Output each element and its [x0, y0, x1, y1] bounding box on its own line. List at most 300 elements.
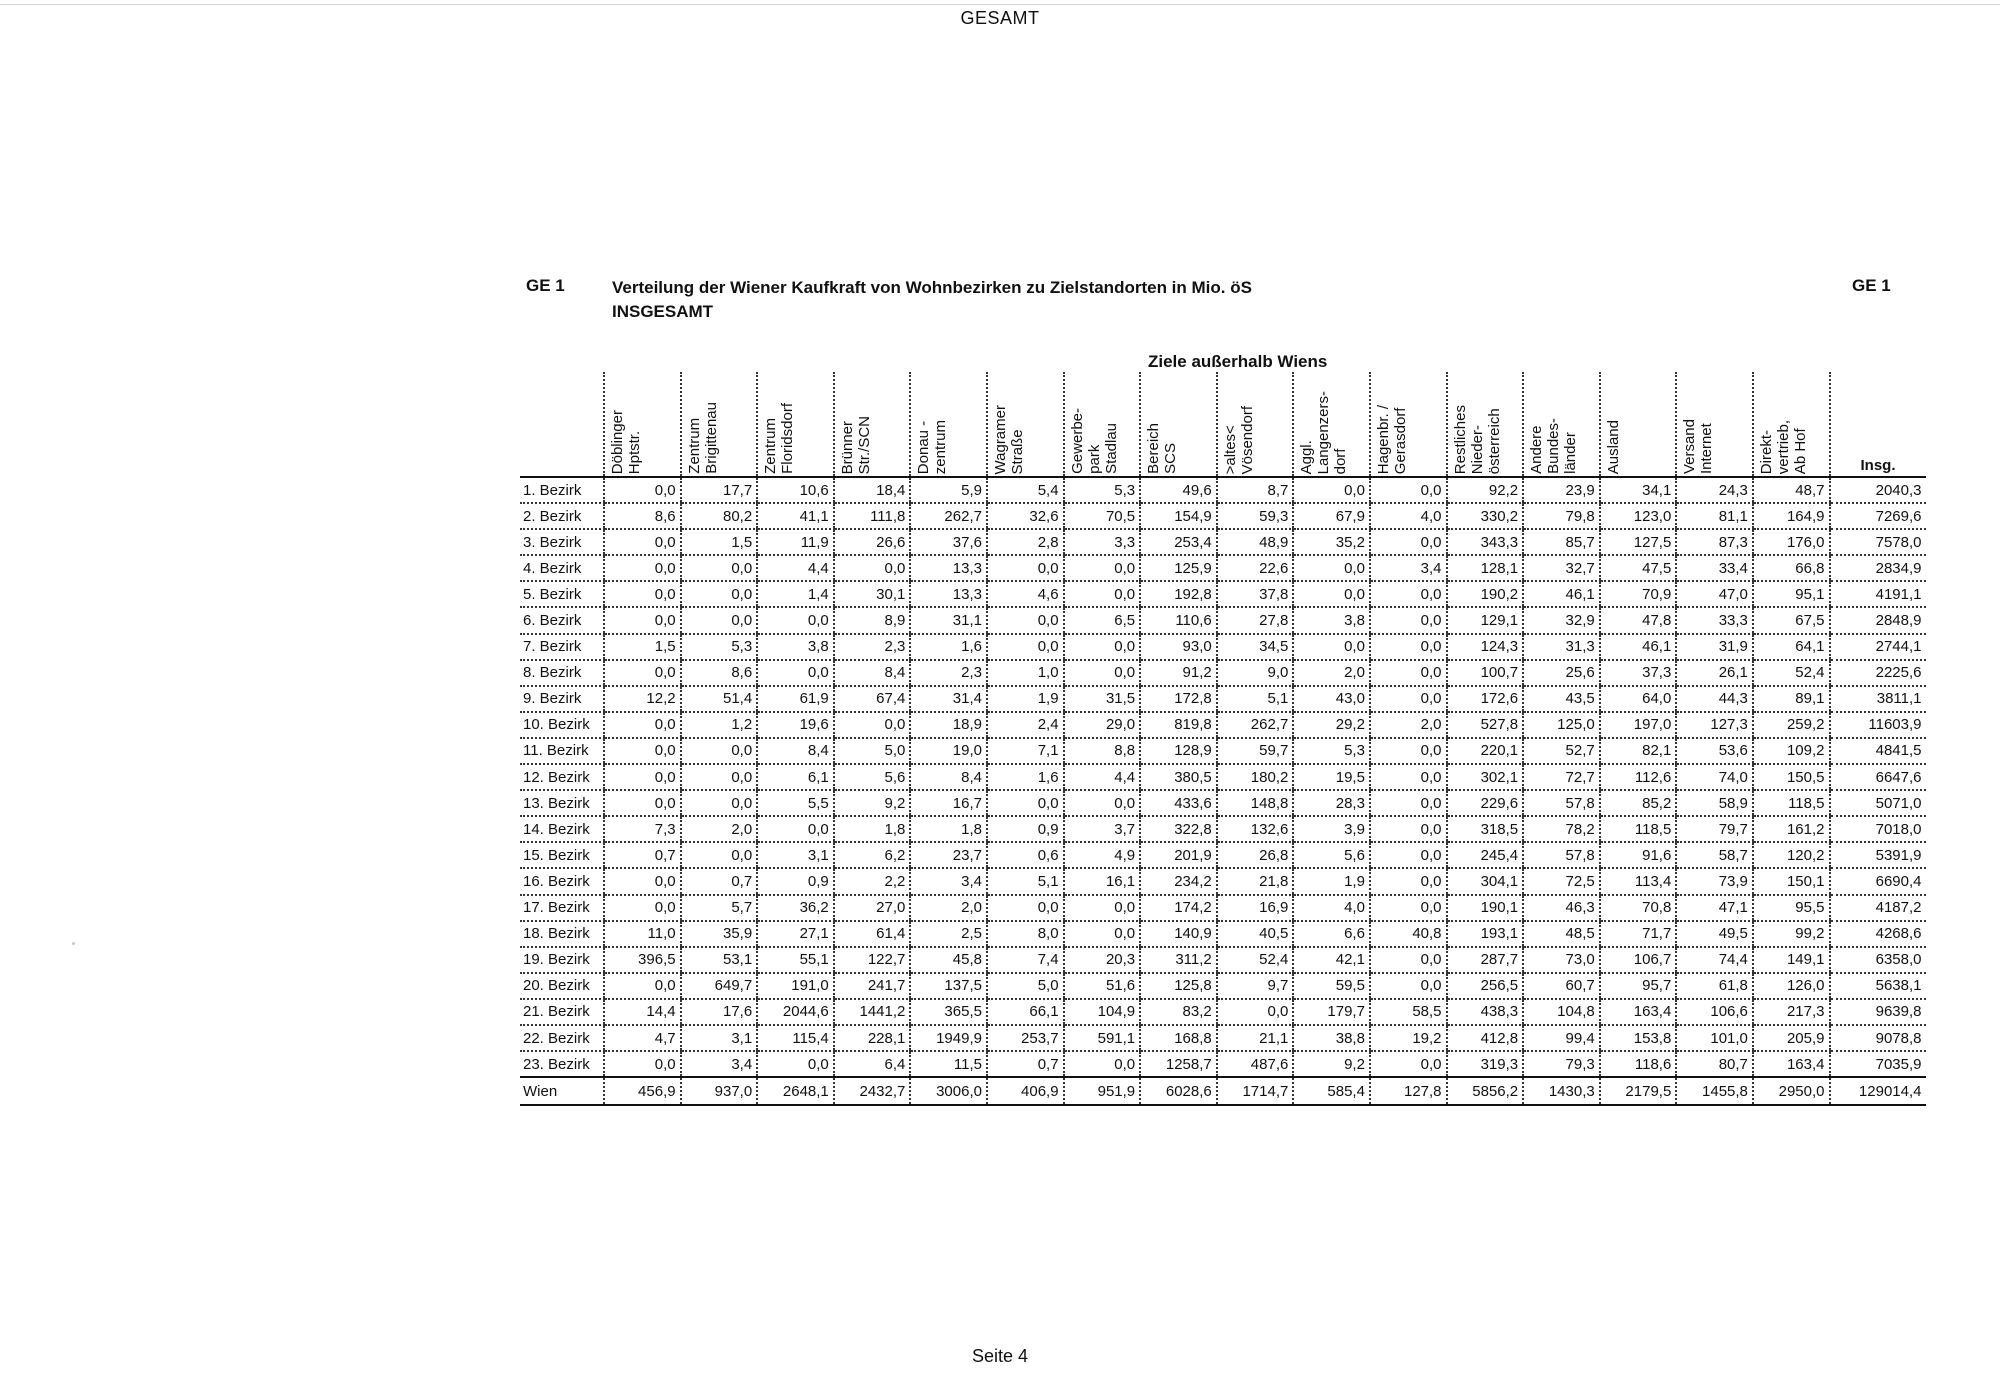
- table-cell: 0,0: [1064, 555, 1141, 581]
- row-label: 4. Bezirk: [520, 555, 604, 581]
- table-cell: 287,7: [1447, 947, 1524, 973]
- table-cell: 396,5: [604, 947, 681, 973]
- table-row: [520, 973, 1926, 999]
- table-cell: 12,2: [604, 686, 681, 712]
- row-total: 2848,9: [1830, 607, 1926, 633]
- table-cell: 1,8: [834, 816, 911, 842]
- table-cell: 106,6: [1676, 999, 1753, 1025]
- table-cell: 456,9: [604, 1077, 681, 1105]
- table-cell: 191,0: [757, 973, 834, 999]
- table-cell: 16,9: [1217, 895, 1294, 921]
- table-cell: 343,3: [1447, 529, 1524, 555]
- table-cell: 5,6: [1293, 842, 1370, 868]
- scan-speck: [72, 942, 75, 945]
- table-cell: 110,6: [1140, 607, 1217, 633]
- table-row: [520, 921, 1926, 947]
- table-cell: 70,9: [1600, 581, 1677, 607]
- table-cell: 53,1: [681, 947, 758, 973]
- table-cell: 93,0: [1140, 634, 1217, 660]
- table-cell: 40,5: [1217, 921, 1294, 947]
- table-cell: 0,0: [1064, 790, 1141, 816]
- table-cell: 197,0: [1600, 712, 1677, 738]
- table-row: [520, 1025, 1926, 1051]
- table-cell: 0,0: [1370, 660, 1447, 686]
- row-label: 12. Bezirk: [520, 764, 604, 790]
- table-cell: 42,1: [1293, 947, 1370, 973]
- table-cell: 937,0: [681, 1077, 758, 1105]
- table-cell: 47,5: [1600, 555, 1677, 581]
- table-cell: 5,7: [681, 895, 758, 921]
- table-cell: 57,8: [1523, 842, 1600, 868]
- table-cell: 74,0: [1676, 764, 1753, 790]
- table-cell: 3006,0: [910, 1077, 987, 1105]
- table-cell: 46,1: [1600, 634, 1677, 660]
- column-header-label: Restliches Nieder- österreich: [1451, 404, 1503, 474]
- table-cell: 0,0: [681, 764, 758, 790]
- table-cell: 0,9: [757, 868, 834, 894]
- table-cell: 35,2: [1293, 529, 1370, 555]
- row-total: 2225,6: [1830, 660, 1926, 686]
- table-cell: 53,6: [1676, 738, 1753, 764]
- table-cell: 0,0: [987, 895, 1064, 921]
- table-cell: 29,2: [1293, 712, 1370, 738]
- table-cell: 5,4: [987, 477, 1064, 503]
- table-cell: 70,8: [1600, 895, 1677, 921]
- column-header-label: Döblinger Hptstr.: [609, 409, 643, 474]
- table-cell: 125,0: [1523, 712, 1600, 738]
- table-cell: 104,8: [1523, 999, 1600, 1025]
- table-cell: 0,0: [1293, 581, 1370, 607]
- table-cell: 0,0: [604, 764, 681, 790]
- table-cell: 5,5: [757, 790, 834, 816]
- row-total: 7269,6: [1830, 503, 1926, 529]
- column-header-label: Gewerbe- park Stadlau: [1068, 408, 1120, 474]
- table-cell: 0,7: [604, 842, 681, 868]
- table-cell: 92,2: [1447, 477, 1524, 503]
- table-cell: 0,0: [604, 607, 681, 633]
- table-cell: 89,1: [1753, 686, 1830, 712]
- row-label: 15. Bezirk: [520, 842, 604, 868]
- table-cell: 13,3: [910, 581, 987, 607]
- table-cell: 0,0: [681, 738, 758, 764]
- table-cell: 26,1: [1676, 660, 1753, 686]
- column-header-label: Andere Bundes- länder: [1528, 418, 1580, 474]
- table-cell: 118,6: [1600, 1051, 1677, 1077]
- table-cell: 1,2: [681, 712, 758, 738]
- table-cell: 17,6: [681, 999, 758, 1025]
- table-cell: 6,1: [757, 764, 834, 790]
- table-cell: 0,0: [1370, 868, 1447, 894]
- table-cell: 6,5: [1064, 607, 1141, 633]
- column-header-label: Bereich SCS: [1145, 423, 1180, 474]
- table-cell: 129,1: [1447, 607, 1524, 633]
- table-cell: 31,3: [1523, 634, 1600, 660]
- table-cell: 3,1: [681, 1025, 758, 1051]
- table-row: [520, 868, 1926, 894]
- table-cell: 2,5: [910, 921, 987, 947]
- table-cell: 128,9: [1140, 738, 1217, 764]
- table-row: [520, 529, 1926, 555]
- column-header-label: Zentrum Floridsdorf: [762, 403, 797, 474]
- table-cell: 87,3: [1676, 529, 1753, 555]
- row-label: 22. Bezirk: [520, 1025, 604, 1051]
- table-row: [520, 686, 1926, 712]
- table-cell: 0,0: [604, 581, 681, 607]
- table-cell: 29,0: [1064, 712, 1141, 738]
- table-cell: 99,2: [1753, 921, 1830, 947]
- table-cell: 106,7: [1600, 947, 1677, 973]
- table-cell: 0,0: [1217, 999, 1294, 1025]
- table-cell: 51,4: [681, 686, 758, 712]
- table-cell: 26,8: [1217, 842, 1294, 868]
- table-cell: 61,4: [834, 921, 911, 947]
- table-cell: 2,3: [910, 660, 987, 686]
- table-cell: 25,6: [1523, 660, 1600, 686]
- table-cell: 9,2: [834, 790, 911, 816]
- table-cell: 0,0: [681, 607, 758, 633]
- column-header-total: Insg.: [1830, 372, 1926, 477]
- table-cell: 0,0: [1370, 529, 1447, 555]
- table-cell: 205,9: [1753, 1025, 1830, 1051]
- table-cell: 2,0: [1370, 712, 1447, 738]
- table-cell: 0,0: [1064, 921, 1141, 947]
- column-header: [834, 372, 911, 477]
- table-cell: 0,0: [1370, 607, 1447, 633]
- table-cell: 0,0: [681, 842, 758, 868]
- table-cell: 2432,7: [834, 1077, 911, 1105]
- table-cell: 19,2: [1370, 1025, 1447, 1051]
- table-cell: 72,5: [1523, 868, 1600, 894]
- table-cell: 31,5: [1064, 686, 1141, 712]
- table-cell: 2,4: [987, 712, 1064, 738]
- table-cell: 23,7: [910, 842, 987, 868]
- table-cell: 649,7: [681, 973, 758, 999]
- table-cell: 259,2: [1753, 712, 1830, 738]
- table-cell: 18,9: [910, 712, 987, 738]
- table-row: [520, 660, 1926, 686]
- table-cell: 172,8: [1140, 686, 1217, 712]
- table-cell: 58,5: [1370, 999, 1447, 1025]
- table-cell: 52,7: [1523, 738, 1600, 764]
- row-total: 9639,8: [1830, 999, 1926, 1025]
- table-cell: 0,0: [1064, 895, 1141, 921]
- table-cell: 85,7: [1523, 529, 1600, 555]
- table-cell: 7,1: [987, 738, 1064, 764]
- table-cell: 122,7: [834, 947, 911, 973]
- table-cell: 33,4: [1676, 555, 1753, 581]
- table-cell: 124,3: [1447, 634, 1524, 660]
- report-code-right: GE 1: [1852, 276, 1891, 295]
- row-label: 20. Bezirk: [520, 973, 604, 999]
- table-cell: 412,8: [1447, 1025, 1524, 1051]
- table-cell: 380,5: [1140, 764, 1217, 790]
- column-header: [1217, 372, 1294, 477]
- table-cell: 3,8: [757, 634, 834, 660]
- table-cell: 0,0: [1370, 973, 1447, 999]
- column-header: [604, 372, 681, 477]
- row-total: 3811,1: [1830, 686, 1926, 712]
- table-cell: 21,1: [1217, 1025, 1294, 1051]
- report-code-left: GE 1: [526, 276, 565, 295]
- row-total: 7578,0: [1830, 529, 1926, 555]
- table-cell: 61,8: [1676, 973, 1753, 999]
- column-header-label: Versand Internet: [1681, 418, 1716, 474]
- table-row: [520, 738, 1926, 764]
- table-cell: 1,5: [604, 634, 681, 660]
- table-cell: 0,0: [1293, 555, 1370, 581]
- table-cell: 0,0: [1370, 842, 1447, 868]
- table-cell: 192,8: [1140, 581, 1217, 607]
- table-cell: 91,2: [1140, 660, 1217, 686]
- table-cell: 245,4: [1447, 842, 1524, 868]
- report-title: [612, 276, 1252, 324]
- summary-row: [520, 1077, 1926, 1105]
- table-cell: 61,9: [757, 686, 834, 712]
- table-row: [520, 816, 1926, 842]
- table-cell: 148,8: [1217, 790, 1294, 816]
- table-row: [520, 477, 1926, 503]
- table-cell: 168,8: [1140, 1025, 1217, 1051]
- table-cell: 0,0: [757, 816, 834, 842]
- table-row: [520, 764, 1926, 790]
- column-header-label: >altes< Vösendorf: [1221, 405, 1256, 474]
- table-cell: 60,7: [1523, 973, 1600, 999]
- table-cell: 16,1: [1064, 868, 1141, 894]
- table-cell: 304,1: [1447, 868, 1524, 894]
- table-cell: 1,4: [757, 581, 834, 607]
- page-header: GESAMT: [960, 8, 1040, 28]
- row-total: 11603,9: [1830, 712, 1926, 738]
- table-cell: 58,9: [1676, 790, 1753, 816]
- table-cell: 19,6: [757, 712, 834, 738]
- table-row: [520, 581, 1926, 607]
- table-cell: 180,2: [1217, 764, 1294, 790]
- table-cell: 27,8: [1217, 607, 1294, 633]
- table-cell: 115,4: [757, 1025, 834, 1051]
- column-header: [1600, 372, 1677, 477]
- table-cell: 79,3: [1523, 1051, 1600, 1077]
- table-cell: 37,8: [1217, 581, 1294, 607]
- table-cell: 1,6: [910, 634, 987, 660]
- table-cell: 365,5: [910, 999, 987, 1025]
- header-row: [520, 372, 1926, 477]
- table-row: [520, 555, 1926, 581]
- group-label-outside-vienna: Ziele außerhalb Wiens: [1148, 352, 1328, 371]
- table-cell: 11,9: [757, 529, 834, 555]
- table-cell: 0,0: [681, 581, 758, 607]
- table-cell: 164,9: [1753, 503, 1830, 529]
- table-cell: 43,5: [1523, 686, 1600, 712]
- table-cell: 67,5: [1753, 607, 1830, 633]
- table-cell: 109,2: [1753, 738, 1830, 764]
- table-cell: 0,0: [987, 607, 1064, 633]
- table-cell: 31,9: [1676, 634, 1753, 660]
- table-cell: 27,0: [834, 895, 911, 921]
- table-cell: 20,3: [1064, 947, 1141, 973]
- table-cell: 2,3: [834, 634, 911, 660]
- table-cell: 125,8: [1140, 973, 1217, 999]
- table-cell: 3,3: [1064, 529, 1141, 555]
- table-cell: 64,0: [1600, 686, 1677, 712]
- table-cell: 80,2: [681, 503, 758, 529]
- column-header: [757, 372, 834, 477]
- table-cell: 0,0: [604, 738, 681, 764]
- table-cell: 591,1: [1064, 1025, 1141, 1051]
- table-cell: 27,1: [757, 921, 834, 947]
- table-cell: 253,4: [1140, 529, 1217, 555]
- table-cell: 126,0: [1753, 973, 1830, 999]
- table-cell: 0,0: [681, 555, 758, 581]
- table-cell: 5,3: [1293, 738, 1370, 764]
- row-total: 129014,4: [1830, 1077, 1926, 1105]
- column-header-label: Zentrum Brigittenau: [685, 402, 720, 474]
- table-cell: 137,5: [910, 973, 987, 999]
- table-cell: 0,0: [1370, 686, 1447, 712]
- table-cell: 8,0: [987, 921, 1064, 947]
- table-cell: 1441,2: [834, 999, 911, 1025]
- table-cell: 0,0: [987, 790, 1064, 816]
- column-header: [987, 372, 1064, 477]
- table-cell: 80,7: [1676, 1051, 1753, 1077]
- table-cell: 100,7: [1447, 660, 1524, 686]
- table-cell: 0,0: [681, 790, 758, 816]
- row-label: 9. Bezirk: [520, 686, 604, 712]
- table-cell: 99,4: [1523, 1025, 1600, 1051]
- table-cell: 37,6: [910, 529, 987, 555]
- table-cell: 5,3: [681, 634, 758, 660]
- table-cell: 150,5: [1753, 764, 1830, 790]
- table-cell: 2648,1: [757, 1077, 834, 1105]
- table-cell: 201,9: [1140, 842, 1217, 868]
- row-total: 4191,1: [1830, 581, 1926, 607]
- table-cell: 16,7: [910, 790, 987, 816]
- column-header: [681, 372, 758, 477]
- table-cell: 0,0: [1064, 660, 1141, 686]
- row-total: 5391,9: [1830, 842, 1926, 868]
- table-cell: 241,7: [834, 973, 911, 999]
- table-cell: 2950,0: [1753, 1077, 1830, 1105]
- table-cell: 527,8: [1447, 712, 1524, 738]
- table-cell: 37,3: [1600, 660, 1677, 686]
- row-total: 7018,0: [1830, 816, 1926, 842]
- table-cell: 83,2: [1140, 999, 1217, 1025]
- row-label: 6. Bezirk: [520, 607, 604, 633]
- column-header-label: Wagramer Straße: [991, 404, 1026, 474]
- table-cell: 819,8: [1140, 712, 1217, 738]
- table-cell: 438,3: [1447, 999, 1524, 1025]
- table-cell: 8,4: [910, 764, 987, 790]
- table-cell: 2,0: [1293, 660, 1370, 686]
- row-total: 7035,9: [1830, 1051, 1926, 1077]
- table-cell: 34,1: [1600, 477, 1677, 503]
- table-cell: 0,0: [834, 712, 911, 738]
- table-cell: 59,7: [1217, 738, 1294, 764]
- table-cell: 127,5: [1600, 529, 1677, 555]
- table-cell: 48,7: [1753, 477, 1830, 503]
- table-cell: 5856,2: [1447, 1077, 1524, 1105]
- row-label: 23. Bezirk: [523, 1055, 590, 1073]
- table-cell: 6,4: [834, 1051, 911, 1077]
- table-cell: 1430,3: [1523, 1077, 1600, 1105]
- table-cell: 95,1: [1753, 581, 1830, 607]
- table-cell: 0,0: [1370, 816, 1447, 842]
- table-row: [520, 790, 1926, 816]
- table-cell: 1455,8: [1676, 1077, 1753, 1105]
- column-header: [1064, 372, 1141, 477]
- table-cell: 0,0: [604, 895, 681, 921]
- table-cell: 32,7: [1523, 555, 1600, 581]
- table-cell: 0,0: [604, 973, 681, 999]
- table-cell: 47,8: [1600, 607, 1677, 633]
- table-row: [520, 842, 1926, 868]
- table-cell: 153,8: [1600, 1025, 1677, 1051]
- table-cell: 1,8: [910, 816, 987, 842]
- table-row: [520, 503, 1926, 529]
- table-cell: 0,0: [1370, 477, 1447, 503]
- table-cell: 52,4: [1217, 947, 1294, 973]
- table-cell: 302,1: [1447, 764, 1524, 790]
- table-cell: 0,0: [987, 634, 1064, 660]
- table-cell: 11,5: [910, 1051, 987, 1077]
- table-cell: 32,9: [1523, 607, 1600, 633]
- table-cell: 1258,7: [1140, 1051, 1217, 1077]
- row-label: 2. Bezirk: [520, 503, 604, 529]
- table-cell: 52,4: [1753, 660, 1830, 686]
- row-label: 13. Bezirk: [520, 790, 604, 816]
- table-cell: 2,0: [681, 816, 758, 842]
- table-cell: 154,9: [1140, 503, 1217, 529]
- column-header: [1753, 372, 1830, 477]
- column-header-label: Hagenbr. / Gerasdorf: [1374, 404, 1409, 474]
- table-cell: 8,4: [757, 738, 834, 764]
- table-cell: 2,0: [910, 895, 987, 921]
- table-cell: 174,2: [1140, 895, 1217, 921]
- table-cell: 91,6: [1600, 842, 1677, 868]
- table-row: [520, 634, 1926, 660]
- table-cell: 36,2: [757, 895, 834, 921]
- column-header-label: Aggl. Langenzers- dorf: [1298, 390, 1350, 474]
- table-cell: 0,0: [834, 555, 911, 581]
- row-total: 9078,8: [1830, 1025, 1926, 1051]
- table-cell: 0,0: [1370, 738, 1447, 764]
- table-cell: 113,4: [1600, 868, 1677, 894]
- table-cell: 38,8: [1293, 1025, 1370, 1051]
- table-cell: 33,3: [1676, 607, 1753, 633]
- table-cell: 0,0: [604, 660, 681, 686]
- table-cell: 5,0: [834, 738, 911, 764]
- table-cell: 1,5: [681, 529, 758, 555]
- row-label: 5. Bezirk: [520, 581, 604, 607]
- table-cell: 6,2: [834, 842, 911, 868]
- table-cell: 179,7: [1293, 999, 1370, 1025]
- table-cell: 26,6: [834, 529, 911, 555]
- table-cell: 17,7: [681, 477, 758, 503]
- table-cell: 7,4: [987, 947, 1064, 973]
- table-cell: 3,1: [757, 842, 834, 868]
- column-header: [1370, 372, 1447, 477]
- table-cell: 262,7: [1217, 712, 1294, 738]
- table-cell: 262,7: [910, 503, 987, 529]
- kaufkraft-table: [520, 372, 1926, 1106]
- row-label: 21. Bezirk: [520, 999, 604, 1025]
- table-cell: 0,7: [681, 868, 758, 894]
- table-cell: 48,9: [1217, 529, 1294, 555]
- table-cell: 3,4: [1370, 555, 1447, 581]
- table-cell: 4,6: [987, 581, 1064, 607]
- table-cell: 0,0: [757, 607, 834, 633]
- table-cell: 6028,6: [1140, 1077, 1217, 1105]
- table-cell: 7,3: [604, 816, 681, 842]
